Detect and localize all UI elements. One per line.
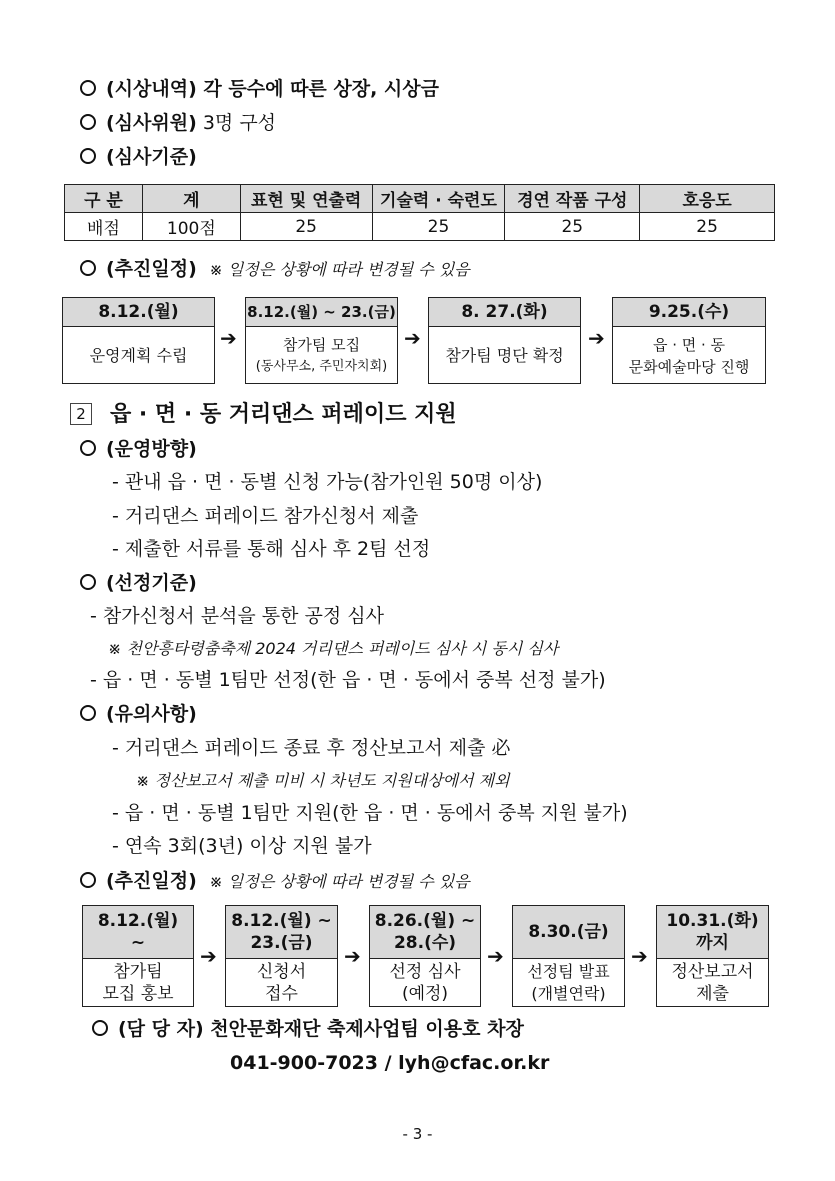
schedule-desc (246, 327, 397, 384)
value-cell: 25 (372, 213, 505, 241)
header-cell: 계 (142, 185, 240, 213)
value-cell: 25 (505, 213, 640, 241)
schedule-desc (63, 327, 214, 384)
section-number: 2 (70, 403, 92, 425)
criteria-table (64, 184, 775, 241)
header-cell: 경연 작품 구성 (505, 185, 640, 213)
schedule-date-line: 23.(금) (250, 933, 313, 953)
schedule-note: ※ 일정은 상황에 따라 변경될 수 있음 (209, 872, 470, 891)
schedule-date (83, 906, 193, 959)
schedule-desc (226, 959, 337, 1007)
direction-heading (80, 436, 197, 462)
list-item: - 거리댄스 퍼레이드 종료 후 정산보고서 제출 必 (112, 737, 511, 759)
criteria-value-row (65, 213, 775, 241)
schedule-desc-line: (개별연락) (531, 984, 606, 1003)
list-item: - 참가신청서 분석을 통한 공정 심사 (90, 605, 385, 627)
arrow-right-icon: ➔ (344, 944, 361, 968)
value-cell: 25 (640, 213, 775, 241)
schedule-note: ※ 일정은 상황에 따라 변경될 수 있음 (209, 260, 470, 279)
selection-head: (선정기준) (106, 572, 197, 594)
direction-head: (운영방향) (106, 438, 197, 460)
arrow-right-icon: ➔ (404, 326, 421, 350)
schedule-desc-line: (동사무소, 주민자치회) (255, 358, 388, 374)
circle-bullet-icon (80, 440, 96, 456)
contact-info: 041-900-7023 / lyh@cfac.or.kr (230, 1052, 550, 1074)
schedule-box (62, 297, 215, 384)
schedule-date-line: 10.31.(화) (666, 911, 759, 931)
circle-bullet-icon (80, 80, 96, 96)
circle-bullet-icon (80, 148, 96, 164)
schedule-desc-line: 선정팀 발표 (527, 962, 610, 981)
selection-heading (80, 570, 197, 596)
schedule-desc (513, 959, 624, 1007)
circle-bullet-icon (80, 574, 96, 590)
list-item: - 읍 · 면 · 동별 1팀만 지원(한 읍 · 면 · 동에서 중복 지원 불가) (112, 802, 628, 824)
schedule-heading (80, 256, 470, 283)
schedule-box (612, 297, 766, 384)
circle-bullet-icon (80, 705, 96, 721)
item-head: (심사기준) (106, 146, 197, 168)
schedule-box (82, 905, 194, 1007)
schedule-heading (80, 868, 470, 895)
header-cell: 기술력 · 숙련도 (372, 185, 505, 213)
schedule-box (225, 905, 338, 1007)
list-item: - 읍 · 면 · 동별 1팀만 선정(한 읍 · 면 · 동에서 중복 선정 불가) (90, 669, 606, 691)
schedule-date: 8.12.(월) ~ 23.(금) (246, 298, 397, 327)
section-title (70, 400, 457, 430)
circle-bullet-icon (80, 114, 96, 130)
schedule-desc-line: (예정) (401, 984, 449, 1004)
schedule-box (369, 905, 481, 1007)
schedule-date-line: 8.30.(금) (528, 922, 609, 942)
arrow-right-icon: ➔ (200, 944, 217, 968)
schedule-box (656, 905, 769, 1007)
schedule-head: (추진일정) (106, 870, 197, 892)
schedule-desc-line: 선정 심사 (389, 962, 461, 982)
schedule-head: (추진일정) (106, 258, 197, 280)
note: ※ 정산보고서 제출 미비 시 차년도 지원대상에서 제외 (136, 771, 510, 790)
section-title-text: 읍 · 면 · 동 거리댄스 퍼레이드 지원 (110, 402, 457, 427)
schedule-desc-line: 정산보고서 (671, 962, 754, 982)
schedule-desc-line: 모집 홍보 (102, 984, 174, 1004)
note: ※ 천안흥타령춤축제 2024 거리댄스 퍼레이드 심사 시 동시 심사 (108, 639, 559, 658)
schedule-desc-line: 읍 · 면 · 동 (652, 335, 726, 354)
header-cell: 표현 및 연출력 (240, 185, 372, 213)
arrow-right-icon: ➔ (631, 944, 648, 968)
schedule-date: 9.25.(수) (613, 298, 765, 327)
schedule-date-line: 8.26.(월) ~ (374, 911, 476, 931)
circle-bullet-icon (80, 260, 96, 276)
schedule-box (512, 905, 625, 1007)
value-cell: 25 (240, 213, 372, 241)
schedule-date: 8.12.(월) (63, 298, 214, 327)
schedule-desc-line: 참가팀 (113, 962, 163, 982)
schedule-desc-line: 참가팀 명단 확정 (445, 345, 564, 365)
contact-heading (92, 1016, 524, 1042)
schedule-date-line: 까지 (696, 933, 729, 953)
list-item: - 관내 읍 · 면 · 동별 신청 가능(참가인원 50명 이상) (112, 471, 543, 493)
caution-heading (80, 701, 197, 727)
header-cell: 호응도 (640, 185, 775, 213)
arrow-right-icon: ➔ (220, 326, 237, 350)
schedule-date: 8. 27.(화) (429, 298, 580, 327)
arrow-right-icon: ➔ (487, 944, 504, 968)
header-cell: 구 분 (65, 185, 143, 213)
schedule-date-line: 8.12.(월) (97, 911, 179, 931)
schedule-date (657, 906, 768, 959)
judges-item (80, 110, 276, 136)
schedule-date (513, 906, 624, 959)
item-head: (심사위원) (106, 112, 197, 134)
schedule-desc (429, 327, 580, 384)
circle-bullet-icon (80, 872, 96, 888)
schedule-box (428, 297, 581, 384)
contact-name: 천안문화재단 축제사업팀 이용호 차장 (210, 1018, 524, 1040)
schedule-desc-line: 제출 (696, 984, 729, 1004)
criteria-item (80, 144, 197, 170)
schedule-desc (370, 959, 480, 1007)
page-number: - 3 - (402, 1125, 433, 1143)
schedule-date-line: 28.(수) (393, 933, 457, 953)
schedule-box (245, 297, 398, 384)
schedule-desc (657, 959, 768, 1007)
list-item: - 연속 3회(3년) 이상 지원 불가 (112, 835, 372, 857)
caution-head: (유의사항) (106, 703, 197, 725)
schedule-date (226, 906, 337, 959)
schedule-date (370, 906, 480, 959)
schedule-desc (613, 327, 765, 384)
schedule-desc-line: 접수 (265, 984, 298, 1004)
item-head: (시상내역) (106, 78, 197, 100)
schedule-desc (83, 959, 193, 1007)
item-text: 3명 구성 (202, 112, 277, 134)
criteria-header-row (65, 185, 775, 213)
value-cell: 배점 (65, 213, 143, 241)
item-text: 각 등수에 따른 상장, 시상금 (203, 78, 439, 100)
list-item: - 거리댄스 퍼레이드 참가신청서 제출 (112, 505, 419, 527)
schedule-desc-line: 신청서 (256, 962, 307, 982)
circle-bullet-icon (92, 1020, 108, 1036)
award-item (80, 76, 439, 102)
arrow-right-icon: ➔ (588, 326, 605, 350)
schedule-desc-line: 운영계획 수립 (89, 345, 188, 365)
schedule-date-line: ~ (130, 933, 146, 953)
schedule-desc-line: 참가팀 모집 (282, 335, 361, 354)
schedule-desc-line: 문화예술마당 진행 (628, 357, 750, 376)
contact-head: (담 당 자) (118, 1018, 204, 1040)
schedule-date-line: 8.12.(월) ~ (231, 911, 332, 931)
list-item: - 제출한 서류를 통해 심사 후 2팀 선정 (112, 538, 431, 560)
value-cell: 100점 (142, 213, 240, 241)
